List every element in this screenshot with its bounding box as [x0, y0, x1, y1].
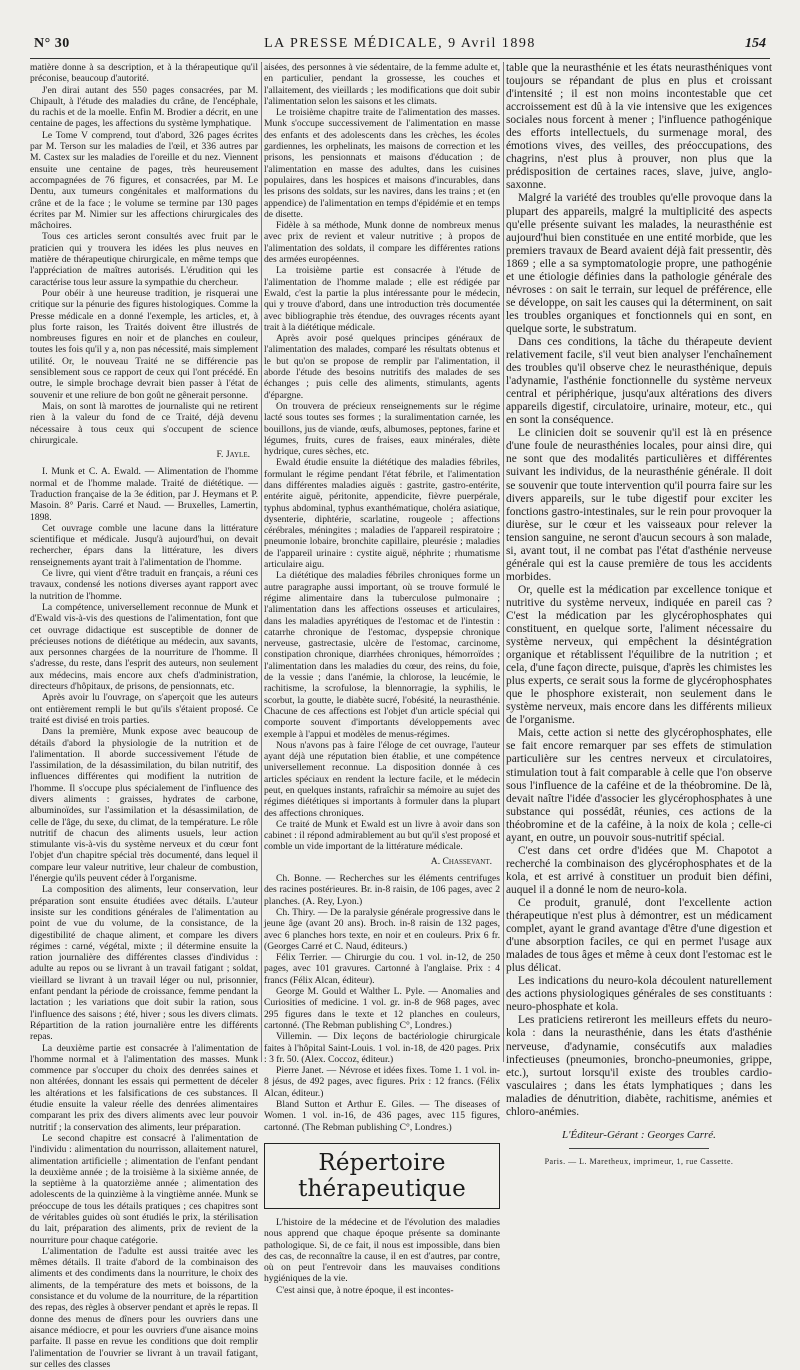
paragraph: Dans ces conditions, la tâche du thérapeute devient relativement facile, s'il veut bien analyser l'enchaînement des troubles qu'il observe chez le neurasthénique, depuis l'adynamie, l'asthénie fonctionnelle du système nerveux central et périphérique, jusqu'aux altérations des divers appareils digestif, circulatoire, urinaire, moteur, etc., qui en sont la conséquence.	[506, 335, 772, 427]
book-reference: Ch. Bonne. — Recherches sur les éléments centrifuges des racines postérieures. Br. in-8 raisin, de 106 pages, avec 2 planches. (A. Rey, Lyon.)	[264, 873, 500, 907]
folio-number: 154	[745, 36, 766, 51]
paragraph: Tous ces articles seront consultés avec fruit par le praticien qui y trouvera les idées les plus neuves en matière de thérapeutique chirurgicale, en même temps que l'appréciation de maîtres autorisés. L'érudition qui les caractérise tous leur assure la sympathie du chercheur.	[30, 231, 258, 288]
paragraph: Mais, on sont là marottes de journaliste qui ne retirent rien à la valeur du fond de ce Traité, déjà devenu nécessaire à tous ceux qui s'occupent de science chirurgicale.	[30, 400, 258, 446]
book-reference: Ch. Thiry. — De la paralysie générale progressive dans le jeune âge (avant 20 ans). Broch. in-8 raisin de 132 pages, avec 6 planches hors texte, en noir et en couleurs. Prix 6 fr. (Georges Carré et C. Naud, éditeurs.)	[264, 906, 500, 952]
paragraph: C'est dans cet ordre d'idées que M. Chapotot a recherché la combinaison des glycérophosphates et de la kola, et est arrivé à constituer un produit bien défini, auquel il a donné le nom de neuro-kola.	[506, 844, 772, 896]
paragraph: Le troisième chapitre traite de l'alimentation des masses. Munk s'occupe successivement de l'alimentation en masse des enfants et des adolescents dans les crèches, les écoles gardiennes, les orphelinats, les maisons de correction et les prisons, les pensionnats et maisons d'éducation ; de l'alimentation en masse des adultes, dans les cuisines populaires, dans les hospices et maisons d'incurables, dans les prisons des soldats, sur les navires, dans les trains ; et (en appendice) de l'alimentation en temps d'épidémie et en temps de disette.	[264, 107, 500, 220]
paragraph: Les indications du neuro-kola découlent naturellement des actions physiologiques générales de ses constituants : neuro-phosphate et kola.	[506, 975, 772, 1014]
paragraph: Ce traité de Munk et Ewald est un livre à avoir dans son cabinet : il répond admirablement au but qu'il s'est proposé et comble un vide important de la littérature médicale.	[264, 818, 500, 853]
paragraph: Après avoir lu l'ouvrage, on s'aperçoit que les auteurs ont entièrement rempli le but qu'ils s'étaient proposé. Ce traité est divisé en trois parties.	[30, 692, 258, 726]
paragraph: L'alimentation de l'adulte est aussi traitée avec les mêmes détails. Il traite d'abord de la combinaison des aliments et des condiments dans la nourriture, le choix des aliments, de la température des mets et boissons, de la consistance et du volume de la nourriture, de la répartition des repas, des règles à observer pendant et après le repas. Il donne des menus de dîners pour les ouvriers dans une aisance médiocre, et pour les ouvriers d'une aisance moins parfaite. Il passe en revue les conditions que doit remplir l'alimentation de l'ouvrier se livrant à un travail fatigant, sur celles des classes	[30, 1245, 258, 1370]
paragraph: table que la neurasthénie et les états neurasthéniques vont toujours se répandant de plus en plus et croissant d'intensité ; il est non moins incontestable que cet accroissement est dû à la vie intensive que les exigences sociales nous forcent à mener ; l'influence pathogénique des efforts intellectuels, du surmenage moral, des émotions vives, des veilles, des préoccupations, des chagrins, n'est plus à prouver, non plus que la prédisposition de certaines races, slave, juive, anglo-saxonne.	[506, 62, 772, 192]
page-header	[30, 34, 770, 56]
paragraph: Ce livre, qui vient d'être traduit en français, a réuni ces travaux, condensé les notions diverses ayant rapport avec la nutrition de l'homme.	[30, 568, 258, 602]
paragraph: Le Tome V comprend, tout d'abord, 326 pages écrites par M. Terson sur les maladies de l'œil, et 336 autres par M. Castex sur les maladies de l'oreille et du nez. Viennent ensuite une centaine de pages, très heureusement accompagnées de 76 figures, et consacrées, par M. Le Dentu, aux tumeurs congénitales et malformations du crâne et de la face ; le volume se termine par 130 pages écrites par M. Nimier sur les affections chirurgicales des mâchoires.	[30, 129, 258, 232]
paragraph: La deuxième partie est consacrée à l'alimentation de l'homme normal et à l'alimentation des masses. Munk commence par s'occuper du choix des denrées saines et non altérées, donnant les essais qui permettent de déceler les altérations et les falsifications de ces substances. Il étudie ensuite la valeur réelle des denrées alimentaires comparant les prix des divers aliments avec leur pouvoir nutritif ; la conservation des aliments, leur préparation.	[30, 1042, 258, 1133]
section-title: Répertoire thérapeutique	[298, 1149, 466, 1202]
footer-rule	[569, 1148, 709, 1149]
book-reference: Bland Sutton et Arthur E. Giles. — The diseases of Women. 1 vol. in-16, de 436 pages, avec 115 figures, cartonné. (The Rebman publishing C°, Londres.)	[264, 1099, 500, 1133]
paragraph: Ce produit, granulé, dont l'excellente action thérapeutique n'est plus à démontrer, est un médicament complet, ayant le grand avantage d'être d'une digestion et d'une absorption faciles, ce qui en permet l'usage aux malades de tous âges et même à ceux dont l'estomac est le plus délicat.	[506, 897, 772, 975]
paragraph: Dans la première, Munk expose avec beaucoup de détails d'abord la physiologie de la nutrition et de l'alimentation. Il aborde successivement l'étude de l'assimilation, de la désassimilation, du bilan nutritif, des influences différentes qui modifient la nutrition de l'homme. Il s'occupe plus spécialement de l'influence des divers aliments : graisses, hydrates de carbone, albuminoïdes, sur l'assimilation et la désassimilation, de celle de l'âge, du sexe, du climat, de la température. Le rôle nutritif de chacun des aliments usuels, leur action stimulante vis-à-vis du système nerveux et du cœur font l'objet d'un chapitre spécial très documenté, dans lequel il compare leur valeur nutritive, leur chaleur de combustion, l'énergie qu'ils peuvent céder à l'organisme.	[30, 726, 258, 885]
column-divider	[261, 62, 262, 1062]
paragraph: La compétence, universellement reconnue de Munk et d'Ewald vis-à-vis des questions de l'alimentation, font que cet ouvrage didactique est susceptible de donner de précieuses notions de diététique au médecin, aux savants, aux personnes chargées de la nourriture de l'homme. Il s'adresse, du reste, dans l'esprit des auteurs, non seulement aux médecins, mais encore aux chefs d'administration, directeurs d'hôpitaux, de prisons, de pensionnats, etc.	[30, 601, 258, 693]
review-signature: F. Jayle.	[216, 449, 250, 461]
paragraph: La diététique des maladies fébriles chroniques forme un autre paragraphe aussi important, où se trouve formulé le régime alimentaire dans la tuberculose pulmonaire ; l'alimentation dans les affections osseuses et articulaires, dans les maladies apyrétiques de l'estomac et de l'intestin : catarrhe chronique de l'estomac, dyspepsie chronique nerveuse, gastrectasie, ulcère de l'estomac, carcinome, constipation chronique, diarrhées chroniques, hémorroïdes ; l'alimentation dans les maladies du cœur, des reins, du foie, de la vessie ; dans l'anémie, la chlorose, la leucémie, le rachitisme, la scrofulose, la blennorragie, la syphilis, le scorbut, la goutte, le diabète sucré, l'obésité, la neurasthénie. Chacune de ces affections est l'objet d'un article spécial qui comporte souvent d'importants développements avec exemple à l'appui et modèles de menus-régimes.	[264, 570, 500, 740]
book-reference: Villemin. — Dix leçons de bactériologie chirurgicale faites à l'hôpital Saint-Louis. 1 vol. in-18, de 420 pages. Prix : 3 fr. 50. (Alex. Coccoz, éditeur.)	[264, 1031, 500, 1065]
header-rule	[30, 58, 770, 59]
paragraph: Les praticiens retireront les meilleurs effets du neuro-kola : dans la neurasthénie, dans les états d'asthénie nerveuse, d'adynamie, consécutifs aux maladies infectieuses (pneumonies, broncho-pneumonies, grippe, etc.), surtout lorsqu'il existe des troubles cardio-vasculaires ; dans les états lymphatiques ; dans les maladies de dénutrition, diabète, rachitisme, anémies et chloro-anémies.	[506, 1014, 772, 1118]
column-left	[30, 62, 258, 1370]
printer-imprint: Paris. — L. Maretheux, imprimeur, 1, rue Cassette.	[544, 1156, 734, 1166]
column-middle	[264, 62, 500, 1296]
section-title-box	[264, 1143, 500, 1209]
publisher-signature: L'Éditeur-Gérant : Georges Carré.	[562, 1128, 716, 1141]
paragraph: Après avoir posé quelques principes généraux de l'alimentation des malades, comparé les résultats obtenus et le but qu'on se propose de remplir par l'alimentation, il aborde l'étude des besoins nutritifs des malades de ses échanges ; puis celle des aliments, stimulants, agents d'épargne.	[264, 333, 500, 401]
paragraph: Malgré la variété des troubles qu'elle provoque dans la plupart des appareils, malgré la multiplicité des aspects qu'elle présente suivant les malades, la neurasthénie est aujourd'hui bien constituée en une entité morbide, que les premiers travaux de Beard avaient déjà fait pressentir, dès 1869 ; elle a sa symptomatologie propre, une pathogénie et une étiologie définies dans la pathologie générale des névroses : on sait le terrain, sur lequel de préférence, elle se développe, on sait les causes qui la déterminent, on sait les troubles organiques et fonctionnels qui en sont, en quelque sorte, le substratum.	[506, 192, 772, 335]
paragraph: Cet ouvrage comble une lacune dans la littérature scientifique et médicale. Jusqu'à aujourd'hui, on devait rechercher, épars dans la littérature, les divers renseignements ayant trait à l'alimentation de l'homme.	[30, 522, 258, 568]
paragraph: Mais, cette action si nette des glycérophosphates, elle se fait encore remarquer par ses effets de stimulation particulière sur les centres nerveux et circulatoires, stimulation tout à fait comparable à celle que l'on observe sous l'influence de la caféine et de la théobromine. De là, devait naître l'idée d'associer les glycérophosphates à une substance qui possédât, réunies, ces actions de la théobromine et de la caféine, à la noix de kola ; celle-ci ayant, en outre, un pouvoir sous-nutritif spécial.	[506, 727, 772, 844]
column-divider	[503, 62, 504, 1062]
paragraph: J'en dirai autant des 550 pages consacrées, par M. Chipault, à l'étude des maladies du crâne, de l'encéphale, du rachis et de la moelle. Enfin M. Brodier a décrit, en une centaine de pages, les affections du système lymphatique.	[30, 84, 258, 130]
paragraph: C'est ainsi que, à notre époque, il est incontes-	[276, 1284, 454, 1296]
paragraph: La composition des aliments, leur conservation, leur préparation sont ensuite étudiées avec détails. L'auteur insiste sur les conditions générales de l'alimentation au point de vue du volume, de la consistance, de la digestibilité de chaque aliment, et compare les divers régimes : carné, végétal, mixte ; il détermine ensuite la ration journalière des différentes classes d'individus : adulte au repos ou se livrant à un travail fatigant ; soldat, vieillard se livrant à un travail léger ou nul, prisonnier, enfant pendant la période de croissance, femme pendant la lactation ; les variations que doit subir la ration, sous l'influence des saisons ; été, hiver ; sous les divers climats. Répartition de la ration journalière entre les différents repas.	[30, 884, 258, 1043]
paragraph: matière donne à sa description, et à la thérapeutique qu'il préconise, beaucoup d'autorité.	[30, 62, 258, 85]
book-reference: Félix Terrier. — Chirurgie du cou. 1 vol. in-12, de 250 pages, avec 101 gravures. Cartonné à l'anglaise. Prix : 4 francs (Félix Alcan, éditeur).	[264, 952, 500, 986]
paragraph: On trouvera de précieux renseignements sur le régime lacté sous toutes ses formes ; la suralimentation carnée, les bouillons, jus de viande, œufs, albumoses, peptones, farine et légumes, fruits, cures de fraises, eaux minérales, diète hydrique, cures sèches, etc.	[264, 400, 500, 458]
book-reference: Pierre Janet. — Névrose et idées fixes. Tome 1. 1 vol. in-8 jésus, de 492 pages, avec figures. Prix : 12 francs. (Félix Alcan, éditeur.)	[264, 1065, 500, 1099]
journal-title: LA PRESSE MÉDICALE, 9 Avril 1898	[264, 36, 536, 51]
issue-number: N° 30	[34, 36, 70, 51]
paragraph: Fidèle à sa méthode, Munk donne de nombreux menus avec prix de revient et valeur nutritive ; à propos de l'alimentation des soldats, il compare les différentes rations des armées européennes.	[264, 220, 500, 266]
book-reference: I. Munk et C. A. Ewald. — Alimentation de l'homme normal et de l'homme malade. Traité de diététique. — Traduction française de la 3e édition, par J. Heymans et P. Masoin. 8° Paris. Carré et Naud. — Bruxelles, Lamertin, 1898.	[30, 466, 258, 523]
paragraph: aisées, des personnes à vie sédentaire, de la femme adulte et, en particulier, pendant la grossesse, les couches et l'allaitement, des vieillards ; les modifications que doit subir l'alimentation selon les saisons et les climats.	[264, 62, 500, 107]
paragraph: Or, quelle est la médication par excellence tonique et nutritive du système nerveux, indiquée en pareil cas ? C'est la médication par les glycérophosphates qui constituent, en quelque sorte, l'aliment nécessaire du système nerveux, qui empêchent la désintégration organique et rétablissent l'équilibre de la nutrition ; et cela, d'une façon directe, puisque, d'après les chimistes les plus experts, ce serait sous la forme de glycérophosphates que le phosphore existerait, non seulement dans le système nerveux, mais encore dans les différents milieux de l'organisme.	[506, 583, 772, 727]
paragraph: Le second chapitre est consacré à l'alimentation de l'individu : alimentation du nourrisson, allaitement naturel, alimentation artificielle ; alimentation de l'enfant pendant la deuxième année ; de la troisième à la sixième année, de la septième à la quatorzième année ; alimentation des adolescents de la quinzième à la vingtième année. Munk se préoccupe de tous les détails pratiques ; ces chapitres sont de véritables guides où sont étudiés le prix, la stérilisation du lait, préparation des aliments, prix de revient de la nourriture pour chaque catégorie.	[30, 1132, 258, 1246]
paragraph: La troisième partie est consacrée à l'étude de l'alimentation de l'homme malade ; elle est rédigée par Ewald, c'est la partie la plus intéressante pour le médecin, qui y trouve d'abord, dans une introduction très documentée avec bibliographie très étendue, des ouvrages récents ayant trait à la diététique médicale.	[264, 265, 500, 333]
review-signature: A. Chassevant.	[430, 855, 492, 867]
paragraph: Pour obéir à une heureuse tradition, je risquerai une critique sur la pénurie des figures histologiques. Comme la Presse médicale en a donné l'exemple, les articles, et, à plus forte raison, les Traités doivent être illustrés de nombreuses figures en noir et de planches en couleur, toutes les fois qu'il y a, non pas nécessité, mais simplement utilité. Or, le nouveau Traité ne se différencie pas sensiblement sous ce rapport de ceux qui l'ont précédé. En outre, le simple brochage devrait bien passer à l'état de souvenir et une reliure de bon goût ne gênerait personne.	[30, 287, 258, 401]
paragraph: Ewald étudie ensuite la diététique des maladies fébriles, formulant le régime pendant l'état fébrile, et l'alimentation dans différentes maladies aiguës : gastrite, gastro-entérite, entérite aiguë, péritonite, appendicite, fièvre puerpérale, typhus abdominal, typhus exanthématique, choléra asiatique, dysenterie, diphtérie, scarlatine, rougeole ; affections cérébrales, méningites ; maladies de l'appareil respiratoire ; pneumonie lobaire, bronchite capillaire, pleurésie ; maladies de l'appareil urinaire : cystite aiguë, néphrite ; rhumatisme articulaire aigu.	[264, 457, 500, 571]
paragraph: L'histoire de la médecine et de l'évolution des maladies nous apprend que chaque époque présente sa dominante pathologique. Si, de ce fait, il nous est impossible, dans bien des cas, de reconnaître la cause, il en est d'autres, par contre, où on peut l'entrevoir dans les mauvaises conditions hygiéniques de la vie.	[264, 1216, 500, 1285]
paragraph: Le clinicien doit se souvenir qu'il est là en présence d'une foule de neurasthénies locales, pour ainsi dire, qui ne sont que des modalités particulières et différentes suivant les individus, de la neurasthénie générale. Il doit se souvenir que toute intervention qu'il pourra faire sur les divers appareils, sur le tube digestif pour exciter les fonctions gastro-intestinales, sur le rein pour provoquer la diurèse, sur le cœur et les vaisseaux pour relever la tension sanguine, ne seront d'aucun secours à son malade, si, avant tout, il ne combat pas l'état d'asthénie nerveuse générale qui est la cause première de tous les accidents morbides.	[506, 427, 772, 583]
paragraph: Nous n'avons pas à faire l'éloge de cet ouvrage, l'auteur ayant déjà une réputation bien établie, et une compétence universellement reconnue. La disposition donnée à ces articles spéciaux en rendent la lecture facile, et le médecin peut, en quelques instants, rafraîchir sa mémoire au sujet des régimes diététiques si importants à formuler dans la plupart des affections chroniques.	[264, 739, 500, 819]
book-reference: George M. Gould et Walther L. Pyle. — Anomalies and Curiosities of medicine. 1 vol. gr. in-8 de 968 pages, avec 295 figures dans le texte et 12 planches en couleurs, cartonné. (The Rebman publishing C°, Londres.)	[264, 986, 500, 1031]
column-right	[506, 62, 772, 1166]
